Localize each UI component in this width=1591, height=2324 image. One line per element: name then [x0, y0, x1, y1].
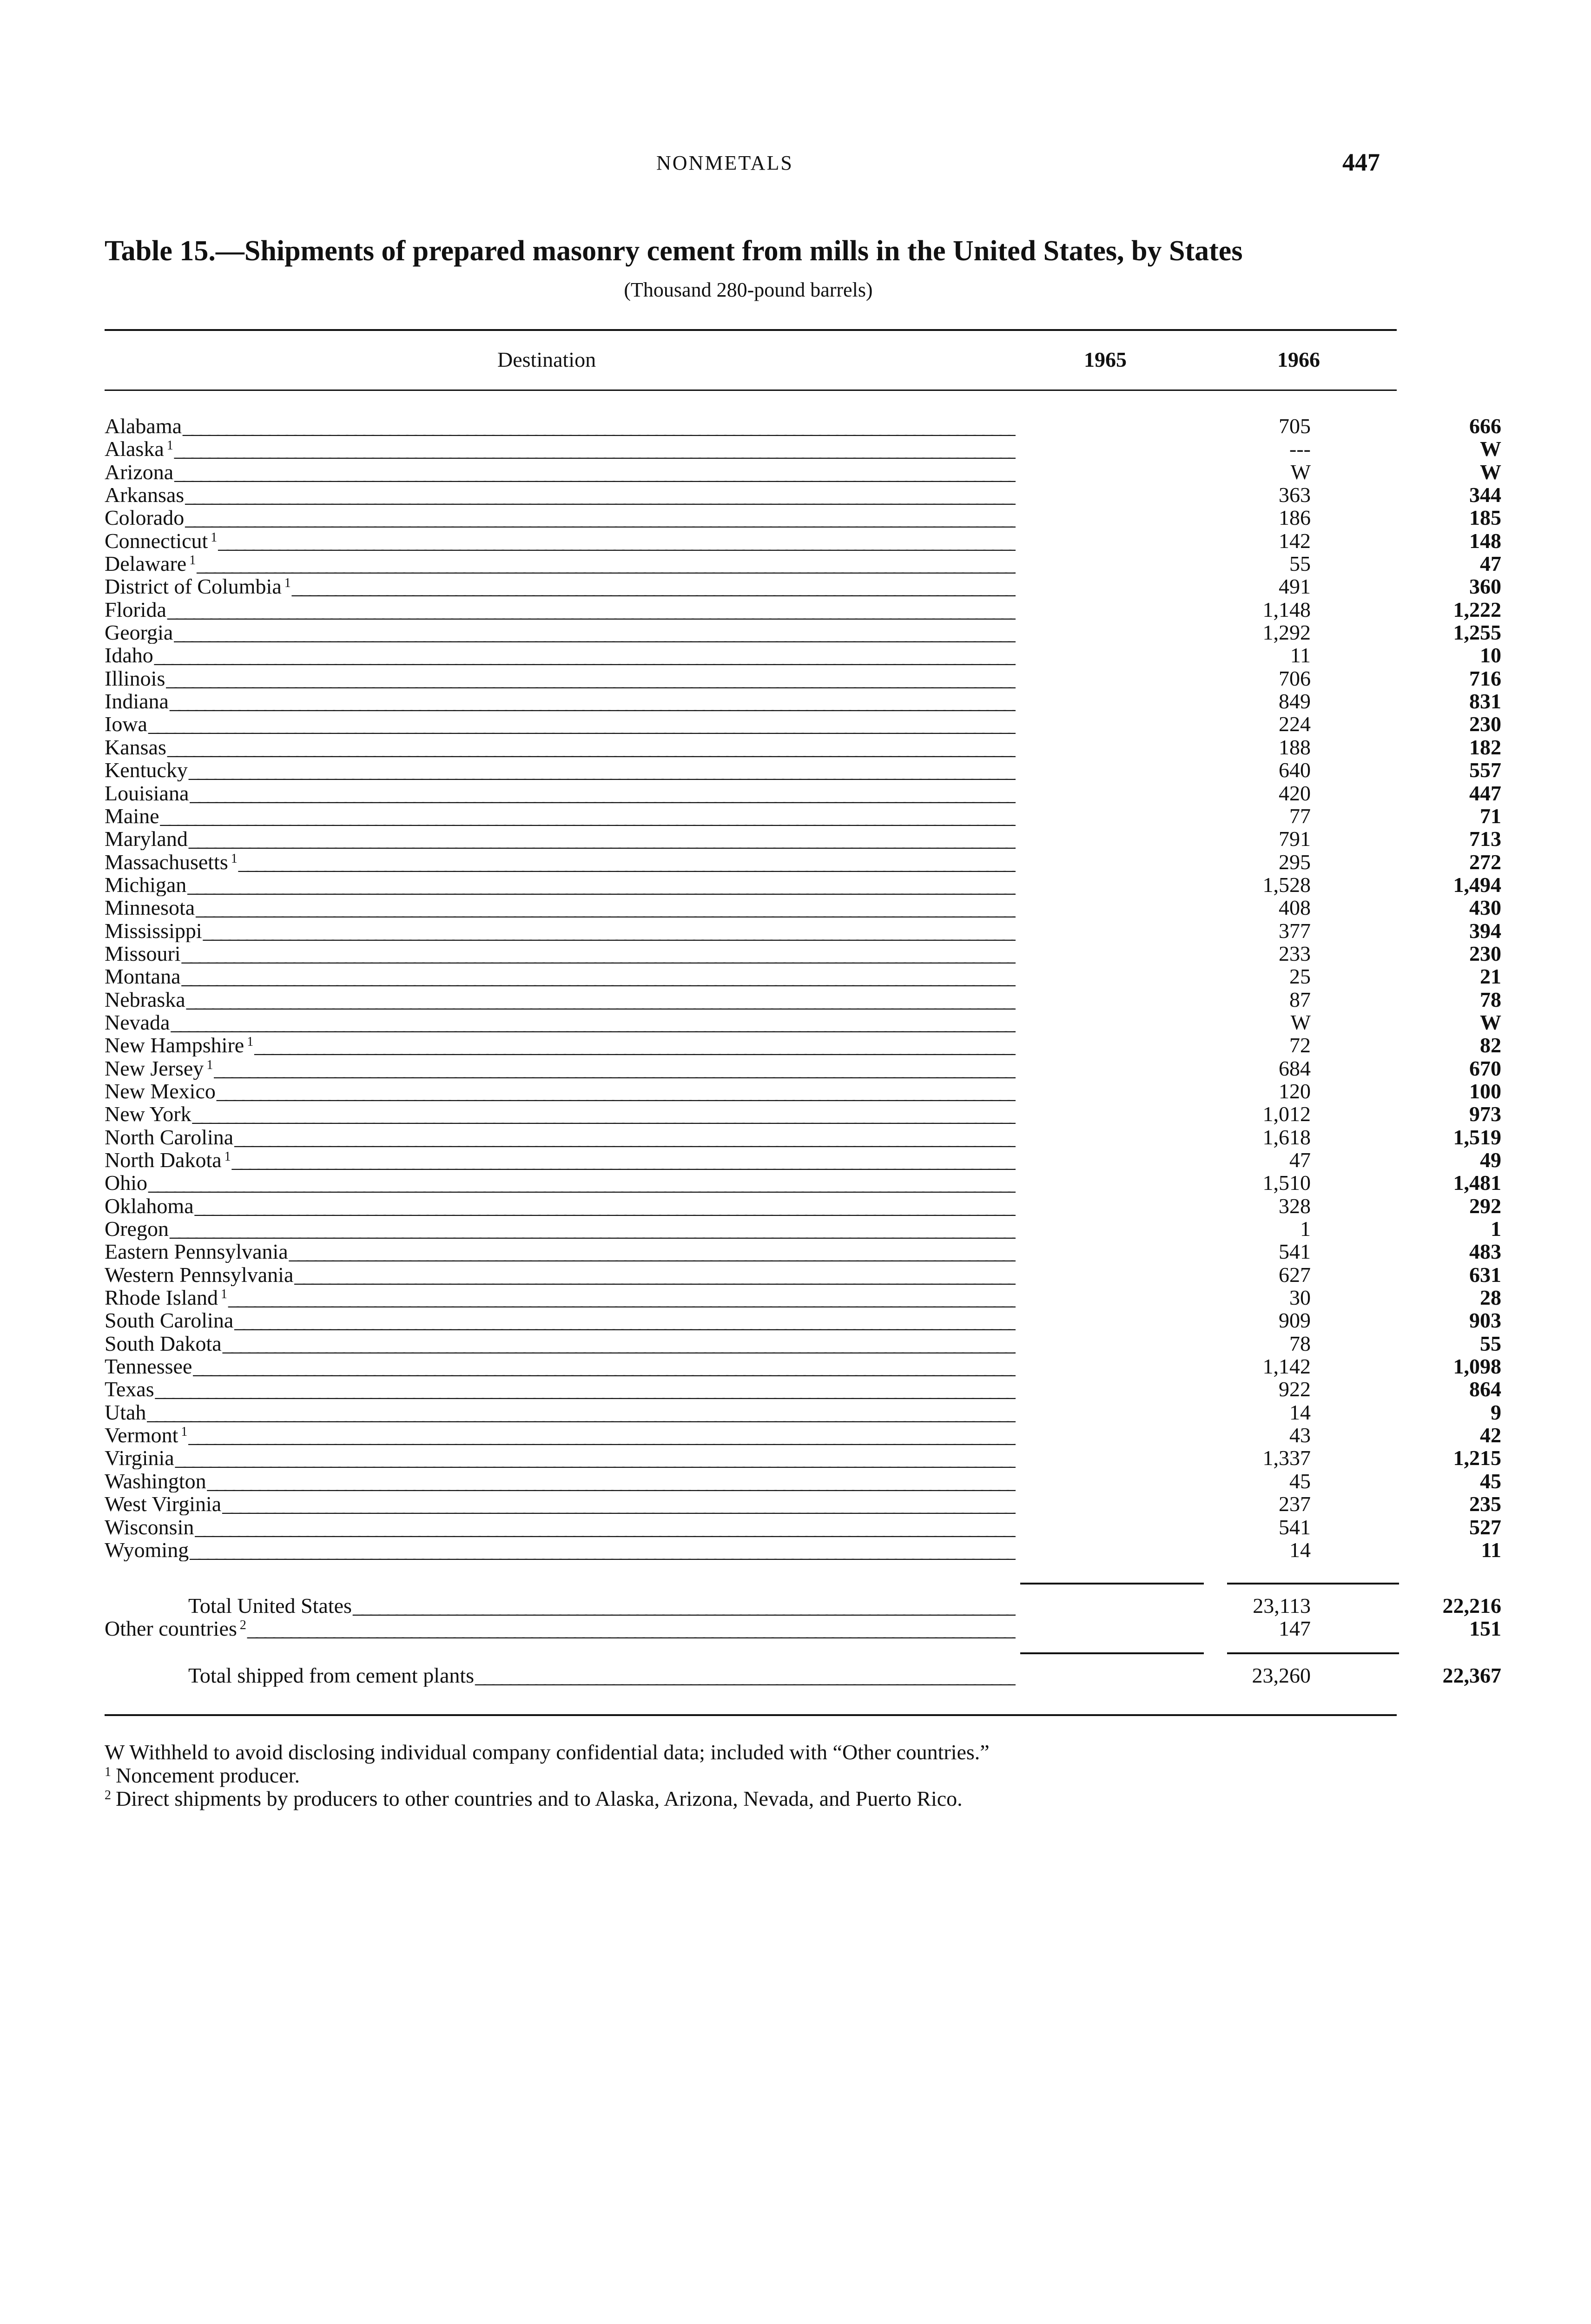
page-number: 447 — [1342, 148, 1380, 176]
value-1965: 684 — [1279, 1056, 1311, 1080]
destination-name: North Dakota — [105, 1149, 222, 1171]
destination-name: Tennessee — [105, 1355, 192, 1378]
row-label — [105, 1263, 1016, 1286]
row-label — [105, 896, 1016, 919]
value-1965: 55 — [1289, 552, 1311, 576]
table-row — [105, 1492, 1501, 1516]
row-label — [105, 1103, 1016, 1125]
destination-name: Ohio — [105, 1171, 147, 1195]
row-label — [105, 598, 1016, 621]
destination-name: Colorado — [105, 506, 185, 529]
row-label — [105, 759, 1016, 781]
footnote-marker: 1 — [221, 1287, 228, 1302]
value-1966: 28 — [1480, 1286, 1501, 1310]
value-1965: 77 — [1289, 804, 1311, 828]
value-1966: 1,222 — [1453, 597, 1501, 621]
value-1965: 408 — [1279, 896, 1311, 920]
destination-name: Vermont — [105, 1424, 178, 1447]
value-1965: 23,113 — [1253, 1594, 1311, 1618]
table-row — [105, 666, 1501, 690]
table-row — [105, 528, 1501, 553]
table-row — [105, 460, 1501, 484]
value-1966: 344 — [1469, 483, 1501, 507]
row-label — [105, 782, 1016, 805]
row-label — [105, 1286, 1016, 1309]
label-text: Total United States — [188, 1594, 352, 1617]
table-row — [105, 1262, 1501, 1287]
value-1966: 360 — [1469, 574, 1501, 599]
table-row — [105, 1354, 1501, 1379]
header-bottom-rule — [105, 390, 1397, 391]
row-label — [105, 1516, 1016, 1538]
destination-name: Connecticut — [105, 529, 208, 552]
table-row — [105, 896, 1501, 920]
total-rule-1965 — [1020, 1652, 1204, 1654]
table-row — [105, 1446, 1501, 1470]
value-1966: 47 — [1480, 552, 1501, 576]
value-1965: 237 — [1279, 1492, 1311, 1516]
footnote-marker: 1 — [211, 530, 218, 545]
value-1965: 233 — [1279, 941, 1311, 965]
footnote-marker: 1 — [189, 553, 196, 568]
table-row — [105, 597, 1501, 621]
destination-name: Alaska — [105, 437, 164, 461]
table-row — [105, 506, 1501, 530]
destination-name: Maine — [105, 804, 159, 827]
destination-name: Wyoming — [105, 1538, 189, 1561]
value-1965: 922 — [1279, 1377, 1311, 1401]
value-1965: 11 — [1290, 643, 1311, 667]
footnote-marker: 1 — [166, 438, 173, 453]
destination-name: Rhode Island — [105, 1286, 218, 1309]
destination-name: Michigan — [105, 873, 187, 896]
row-label — [105, 1057, 1016, 1080]
row-label — [105, 1126, 1016, 1149]
value-1966: 151 — [1469, 1617, 1501, 1640]
row-label — [105, 988, 1016, 1011]
value-1965: 1,618 — [1262, 1125, 1311, 1149]
footnote-marker: 1 — [247, 1035, 254, 1050]
destination-name: Montana — [105, 965, 181, 988]
value-1965: 1,148 — [1262, 597, 1311, 621]
destination-name: Texas — [105, 1378, 154, 1401]
value-1965: 14 — [1289, 1400, 1311, 1424]
table-row — [105, 1102, 1501, 1126]
table-row — [105, 1286, 1501, 1310]
row-label — [105, 713, 1016, 735]
value-1965: 14 — [1289, 1538, 1311, 1562]
value-1966: 430 — [1469, 896, 1501, 920]
row-label — [105, 1240, 1016, 1263]
destination-name: District of Columbia — [105, 575, 282, 598]
row-label — [105, 415, 1016, 437]
value-1966: 631 — [1469, 1262, 1501, 1287]
destination-name: Illinois — [105, 667, 165, 690]
column-header-1966: 1966 — [1277, 348, 1320, 371]
row-label — [188, 1594, 1016, 1617]
destination-name: New York — [105, 1103, 191, 1126]
table-row — [105, 987, 1501, 1011]
destination-name: North Carolina — [105, 1125, 234, 1149]
value-1966: 1,494 — [1453, 872, 1501, 897]
row-label — [105, 1378, 1016, 1400]
row-label — [105, 1538, 1016, 1561]
table-title: Table 15.—Shipments of prepared masonry cement from mills in the United States, by States — [105, 235, 1243, 267]
value-1966: 272 — [1469, 850, 1501, 874]
label-text: Other countries — [105, 1617, 237, 1640]
destination-name: Iowa — [105, 713, 147, 736]
destination-name: New Jersey — [105, 1056, 204, 1080]
value-1966: 45 — [1480, 1469, 1501, 1493]
table-row — [105, 712, 1501, 736]
row-label — [105, 552, 1016, 575]
value-1966: 1,098 — [1453, 1354, 1501, 1379]
footnote-text: Direct shipments by producers to other countries and to Alaska, Arizona, Nevada, and Puerto Rico. — [116, 1787, 963, 1810]
table-row — [105, 1240, 1501, 1264]
row-label — [105, 965, 1016, 988]
destination-name: Virginia — [105, 1446, 174, 1470]
value-1966: 22,367 — [1442, 1664, 1501, 1687]
value-1966: 78 — [1480, 987, 1501, 1011]
destination-name: Kentucky — [105, 759, 188, 782]
table-row — [105, 1033, 1501, 1057]
destination-name: Louisiana — [105, 781, 189, 805]
value-1966: 864 — [1469, 1377, 1501, 1401]
value-1965: 420 — [1279, 781, 1311, 805]
row-label — [105, 461, 1016, 483]
value-1966: 973 — [1469, 1102, 1501, 1126]
destination-name: Arizona — [105, 460, 174, 483]
value-1966: 55 — [1480, 1331, 1501, 1355]
value-1966: W — [1480, 437, 1501, 461]
table-row — [105, 1079, 1501, 1103]
destination-name: South Carolina — [105, 1309, 234, 1332]
value-1965: 186 — [1279, 506, 1311, 530]
table-row — [105, 1331, 1501, 1355]
total-us-row — [105, 1594, 1501, 1618]
value-1966: 292 — [1469, 1194, 1501, 1218]
value-1965: 87 — [1289, 987, 1311, 1011]
destination-name: West Virginia — [105, 1492, 222, 1516]
footnote-marker: 2 — [105, 1788, 111, 1802]
table-row — [105, 1538, 1501, 1562]
table-row — [105, 1400, 1501, 1424]
value-1965: 224 — [1279, 712, 1311, 736]
total-shipped-row — [105, 1664, 1501, 1687]
subtotal-rule-1966 — [1227, 1583, 1399, 1585]
value-1965: 188 — [1279, 735, 1311, 759]
value-1966: 527 — [1469, 1515, 1501, 1539]
destination-name: Arkansas — [105, 483, 185, 507]
value-1966: 394 — [1469, 918, 1501, 943]
footnote-1 — [105, 1764, 1401, 1787]
column-header-destination: Destination — [497, 348, 596, 371]
value-1966: 42 — [1480, 1423, 1501, 1447]
table-row — [105, 1056, 1501, 1080]
table-row — [105, 1308, 1501, 1333]
value-1966: 11 — [1481, 1538, 1501, 1562]
table-row — [105, 1377, 1501, 1401]
table-row — [105, 1515, 1501, 1539]
value-1965: 328 — [1279, 1194, 1311, 1218]
value-1966: 831 — [1469, 689, 1501, 713]
table-row — [105, 621, 1501, 645]
row-label — [105, 1332, 1016, 1355]
value-1965: 640 — [1279, 758, 1311, 782]
value-1966: W — [1480, 460, 1501, 484]
destination-name: Wisconsin — [105, 1515, 194, 1538]
row-label — [105, 690, 1016, 713]
destination-name: Maryland — [105, 827, 188, 851]
table-row — [105, 918, 1501, 943]
footnote-marker: 1 — [105, 1765, 111, 1779]
footnote-text: Noncement producer. — [116, 1763, 300, 1787]
value-1966: 9 — [1491, 1400, 1501, 1424]
destination-name: Idaho — [105, 644, 153, 667]
value-1966: 21 — [1480, 964, 1501, 989]
table-row — [105, 804, 1501, 828]
table-row — [105, 1171, 1501, 1195]
table-row — [105, 1148, 1501, 1172]
value-1966: 1 — [1491, 1217, 1501, 1241]
row-label — [105, 1424, 1016, 1446]
table-row — [105, 964, 1501, 989]
total-rule-1966 — [1227, 1652, 1399, 1654]
row-label — [105, 1617, 1016, 1640]
row-label — [105, 437, 1016, 460]
row-label — [105, 1401, 1016, 1424]
row-label — [105, 644, 1016, 667]
row-label — [105, 805, 1016, 827]
table-row — [105, 689, 1501, 713]
value-1965: 1,528 — [1262, 872, 1311, 897]
value-1965: 147 — [1279, 1617, 1311, 1640]
table-row — [105, 941, 1501, 965]
value-1965: 377 — [1279, 918, 1311, 943]
value-1965: 541 — [1279, 1515, 1311, 1539]
value-1966: 483 — [1469, 1240, 1501, 1264]
value-1965: 45 — [1289, 1469, 1311, 1493]
value-1966: 557 — [1469, 758, 1501, 782]
destination-name: South Dakota — [105, 1332, 222, 1355]
value-1966: 22,216 — [1442, 1594, 1501, 1618]
table-row — [105, 850, 1501, 874]
destination-name: Alabama — [105, 415, 182, 437]
value-1966: 100 — [1469, 1079, 1501, 1103]
table-row — [105, 1217, 1501, 1241]
table-subtitle: (Thousand 280-pound barrels) — [624, 278, 873, 301]
value-1965: 363 — [1279, 483, 1311, 507]
table-row — [105, 1469, 1501, 1493]
value-1966: 713 — [1469, 827, 1501, 851]
value-1966: 185 — [1469, 506, 1501, 530]
value-1965: 706 — [1279, 666, 1311, 690]
row-label — [105, 667, 1016, 690]
value-1966: 1,215 — [1453, 1446, 1501, 1470]
value-1966: 230 — [1469, 941, 1501, 965]
table-top-rule — [105, 329, 1397, 331]
destination-name: Indiana — [105, 690, 169, 713]
value-1965: 1,292 — [1262, 621, 1311, 645]
destination-name: Oklahoma — [105, 1194, 194, 1217]
row-label — [105, 919, 1016, 942]
destination-name: Mississippi — [105, 919, 202, 942]
destination-name: Missouri — [105, 942, 181, 965]
column-header-1965: 1965 — [1084, 348, 1127, 371]
value-1966: 447 — [1469, 781, 1501, 805]
row-label — [105, 1195, 1016, 1217]
footnote-marker: 1 — [284, 576, 291, 591]
table-row — [105, 437, 1501, 461]
table-row — [105, 872, 1501, 897]
row-label — [105, 621, 1016, 644]
value-1966: 230 — [1469, 712, 1501, 736]
destination-name: Western Pennsylvania — [105, 1263, 294, 1286]
footnotes — [105, 1741, 1401, 1810]
value-1966: 670 — [1469, 1056, 1501, 1080]
row-label — [105, 1355, 1016, 1378]
value-1966: 235 — [1469, 1492, 1501, 1516]
destination-name: Eastern Pennsylvania — [105, 1240, 288, 1263]
table-row — [105, 1010, 1501, 1034]
value-1965: 47 — [1289, 1148, 1311, 1172]
value-1966: 148 — [1469, 528, 1501, 553]
row-label — [105, 1149, 1016, 1171]
value-1966: 1,519 — [1453, 1125, 1501, 1149]
value-1966: 10 — [1480, 643, 1501, 667]
row-label — [105, 873, 1016, 896]
value-1965: W — [1290, 1010, 1311, 1034]
running-head: NONMETALS — [656, 152, 793, 174]
destination-name: Florida — [105, 598, 166, 621]
table-row — [105, 1423, 1501, 1447]
table-row — [105, 758, 1501, 782]
table-row — [105, 643, 1501, 667]
row-label — [105, 851, 1016, 873]
row-label — [105, 529, 1016, 552]
value-1966: 1,481 — [1453, 1171, 1501, 1195]
value-1966: 49 — [1480, 1148, 1501, 1172]
value-1965: 705 — [1279, 414, 1311, 438]
footnote-marker: 1 — [231, 851, 238, 866]
value-1966: 716 — [1469, 666, 1501, 690]
table-row — [105, 483, 1501, 507]
table-row — [105, 781, 1501, 805]
value-1966: 666 — [1469, 414, 1501, 438]
value-1965: 627 — [1279, 1262, 1311, 1287]
row-label — [105, 827, 1016, 850]
footnote-marker: 1 — [206, 1057, 213, 1072]
value-1965: W — [1290, 460, 1311, 484]
row-label — [105, 1446, 1016, 1469]
destination-name: Minnesota — [105, 896, 195, 919]
value-1966: 182 — [1469, 735, 1501, 759]
row-label — [105, 1034, 1016, 1056]
value-1965: 30 — [1289, 1286, 1311, 1310]
table-row — [105, 552, 1501, 576]
value-1965: 909 — [1279, 1308, 1311, 1333]
value-1965: 72 — [1289, 1033, 1311, 1057]
destination-name: New Mexico — [105, 1079, 216, 1103]
destination-name: Nebraska — [105, 988, 185, 1011]
value-1965: 43 — [1289, 1423, 1311, 1447]
value-1965: 1,142 — [1262, 1354, 1311, 1379]
value-1965: 849 — [1279, 689, 1311, 713]
row-label — [188, 1664, 1016, 1687]
row-label — [105, 575, 1016, 598]
destination-name: Kansas — [105, 735, 166, 759]
value-1965: 295 — [1279, 850, 1311, 874]
value-1965: 120 — [1279, 1079, 1311, 1103]
value-1965: 1,337 — [1262, 1446, 1311, 1470]
value-1966: W — [1480, 1010, 1501, 1034]
value-1965: 491 — [1279, 574, 1311, 599]
destination-name: Washington — [105, 1469, 206, 1492]
value-1965: 791 — [1279, 827, 1311, 851]
table-bottom-rule — [105, 1714, 1397, 1716]
table-row — [105, 735, 1501, 759]
row-label — [105, 1470, 1016, 1492]
destination-name: Utah — [105, 1400, 146, 1424]
label-text: Total shipped from cement plants — [188, 1664, 475, 1687]
table-row — [105, 414, 1501, 438]
footnote-marker: 1 — [181, 1425, 188, 1439]
subtotal-rule-1965 — [1020, 1583, 1204, 1585]
value-1966: 71 — [1480, 804, 1501, 828]
row-label — [105, 1011, 1016, 1034]
destination-name: Georgia — [105, 621, 173, 644]
footnote-w: W Withheld to avoid disclosing individual company confidential data; included with “Other countries.” — [105, 1740, 990, 1764]
table-body — [105, 414, 1501, 1562]
table-row — [105, 827, 1501, 851]
value-1965: 1 — [1300, 1217, 1311, 1241]
row-label — [105, 1217, 1016, 1240]
footnote-marker: 1 — [224, 1149, 231, 1164]
value-1965: 78 — [1289, 1331, 1311, 1355]
row-label — [105, 483, 1016, 506]
destination-name: Delaware — [105, 552, 187, 575]
value-1966: 1,255 — [1453, 621, 1501, 645]
value-1965: 1,510 — [1262, 1171, 1311, 1195]
value-1966: 903 — [1469, 1308, 1501, 1333]
row-label — [105, 942, 1016, 965]
row-label — [105, 1171, 1016, 1194]
row-label — [105, 1492, 1016, 1515]
value-1965: 23,260 — [1252, 1664, 1311, 1687]
table-row — [105, 1125, 1501, 1149]
value-1965: 1,012 — [1262, 1102, 1311, 1126]
row-label — [105, 506, 1016, 529]
destination-name: New Hampshire — [105, 1034, 244, 1057]
table-row — [105, 1194, 1501, 1218]
destination-name: Massachusetts — [105, 850, 228, 873]
table-row — [105, 574, 1501, 599]
footnote-marker: 2 — [239, 1618, 246, 1632]
row-label — [105, 1080, 1016, 1103]
row-label — [105, 1309, 1016, 1332]
value-1966: 82 — [1480, 1033, 1501, 1057]
destination-name: Oregon — [105, 1217, 169, 1241]
value-1965: 142 — [1279, 528, 1311, 553]
footnote-2 — [105, 1787, 1401, 1810]
value-1965: --- — [1289, 437, 1311, 461]
other-countries-row — [105, 1617, 1501, 1640]
row-label — [105, 736, 1016, 759]
destination-name: Nevada — [105, 1010, 170, 1034]
value-1965: 25 — [1289, 964, 1311, 989]
value-1965: 541 — [1279, 1240, 1311, 1264]
